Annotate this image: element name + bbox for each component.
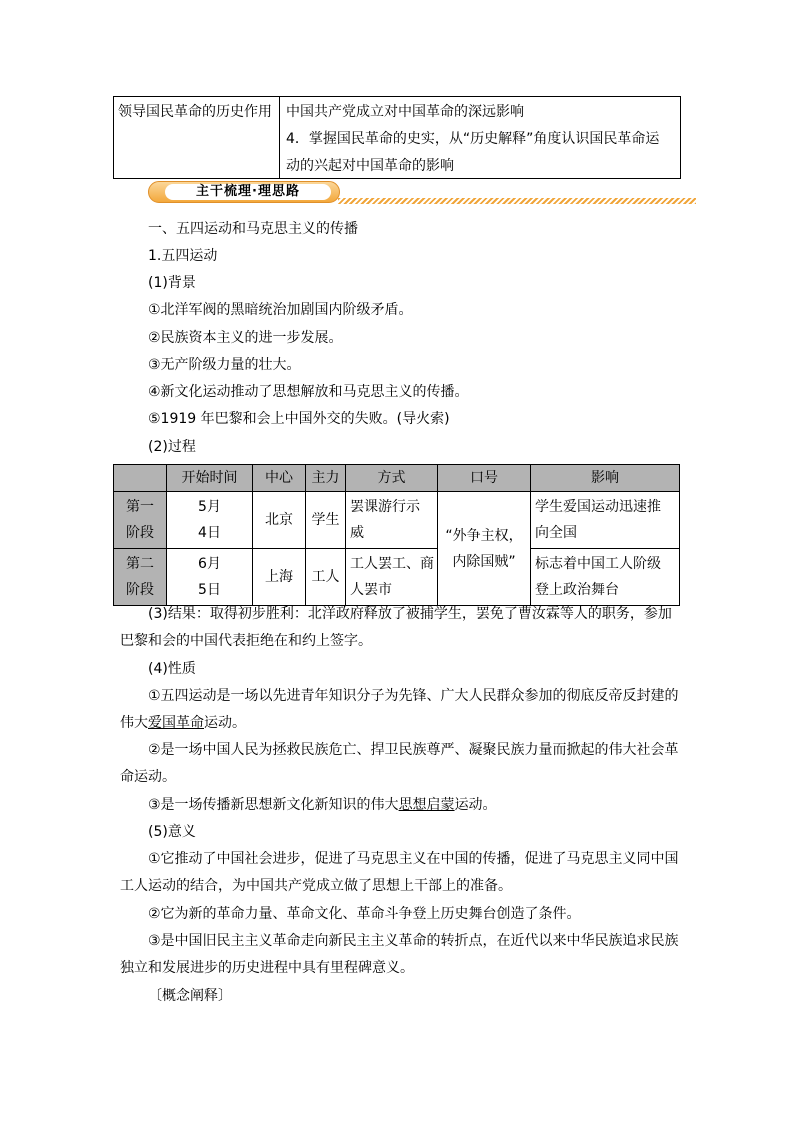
time-text: 6月	[198, 556, 221, 572]
result-line: (3)结果：取得初步胜利：北洋政府释放了被捕学生，罢免了曹汝霖等人的职务，参加	[148, 606, 672, 622]
method-text: 威	[350, 525, 364, 541]
stage-label: 第一	[126, 499, 154, 515]
header-cell	[114, 465, 167, 492]
objective-line: 4．掌握国民革命的史实，从“历史解释”角度认识国民革命运	[286, 131, 660, 147]
background-item: ⑤1919 年巴黎和会上中国外交的失败。(导火索)	[148, 411, 450, 427]
time-cell	[167, 549, 253, 606]
stage-label: 第二	[126, 556, 154, 572]
impact-text: 学生爱国运动迅速推	[535, 499, 661, 515]
objectives-table	[113, 96, 681, 179]
objectives-right-cell	[280, 97, 680, 178]
table-row	[114, 492, 680, 549]
table-row	[114, 549, 680, 606]
nature-item	[120, 713, 246, 733]
slogan-cell	[438, 492, 531, 606]
center-cell: 北京	[253, 492, 306, 549]
table-header-row	[114, 465, 680, 492]
significance-item: 独立和发展进步的历史进程中具有里程碑意义。	[120, 960, 414, 976]
nature-text: 伟大	[120, 715, 148, 731]
nature-heading: (4)性质	[148, 661, 196, 677]
banner-pill	[148, 181, 340, 203]
header-cell: 开始时间	[167, 465, 253, 492]
nature-text: 运动。	[204, 715, 246, 731]
nature-text: 运动。	[454, 797, 497, 813]
section-banner	[148, 180, 696, 206]
objective-line: 动的兴起对中国革命的影响	[286, 158, 454, 174]
stage-cell	[114, 492, 167, 549]
impact-text: 标志着中国工人阶级	[535, 556, 661, 572]
header-cell: 主力	[306, 465, 346, 492]
time-text: 4日	[198, 525, 221, 541]
significance-heading: (5)意义	[148, 824, 196, 840]
header-cell: 影响	[531, 465, 680, 492]
significance-item: ①它推动了中国社会进步，促进了马克思主义在中国的传播，促进了马克思主义同中国	[148, 851, 679, 867]
header-cell: 方式	[346, 465, 438, 492]
method-cell	[346, 549, 438, 606]
background-item: ①北洋军阀的黑暗统治加剧国内阶级矛盾。	[148, 302, 413, 318]
nature-item: ②是一场中国人民为拯救民族危亡、捍卫民族尊严、凝聚民族力量而掀起的伟大社会革	[148, 742, 679, 758]
background-item: ④新文化运动推动了思想解放和马克思主义的传播。	[148, 384, 469, 400]
slogan-text: 内除国贼”	[452, 553, 516, 570]
objective-line: 中国共产党成立对中国革命的深远影响	[286, 104, 524, 120]
banner-title: 主干梳理·理思路	[165, 184, 331, 200]
nature-item: 命运动。	[120, 769, 176, 785]
slogan-text: “外争主权，	[445, 527, 523, 544]
force-cell: 工人	[306, 549, 346, 606]
subsection-heading: 1.五四运动	[148, 248, 218, 264]
section-heading: 一、五四运动和马克思主义的传播	[148, 221, 358, 237]
impact-text: 向全国	[535, 525, 577, 541]
nature-item: ①五四运动是一场以先进青年知识分子为先锋、广大人民群众参加的彻底反帝反封建的	[148, 688, 679, 704]
header-cell: 口号	[438, 465, 531, 492]
process-heading: (2)过程	[148, 439, 196, 455]
banner-stripe-decoration	[338, 198, 696, 204]
header-cell: 中心	[253, 465, 306, 492]
method-text: 罢课游行示	[350, 499, 420, 515]
nature-item	[148, 795, 497, 815]
time-text: 5月	[198, 499, 221, 515]
significance-item: ③是中国旧民主主义革命走向新民主主义革命的转折点，在近代以来中华民族追求民族	[148, 933, 679, 949]
significance-item: ②它为新的革命力量、革命文化、革命斗争登上历史舞台创造了条件。	[148, 906, 581, 922]
nature-underlined-text: 爱国革命	[148, 715, 204, 731]
background-item: ②民族资本主义的进一步发展。	[148, 330, 343, 346]
force-cell: 学生	[306, 492, 346, 549]
method-text: 人罢市	[350, 582, 392, 598]
stage-label: 阶段	[126, 525, 154, 541]
center-cell: 上海	[253, 549, 306, 606]
stage-label: 阶段	[126, 582, 154, 598]
concept-heading: 〔概念阐释〕	[148, 988, 232, 1004]
method-text: 工人罢工、商	[350, 556, 434, 572]
background-heading: (1)背景	[148, 275, 196, 291]
objectives-left-cell: 领导国民革命的历史作用	[114, 97, 280, 178]
impact-cell	[531, 549, 680, 606]
time-cell	[167, 492, 253, 549]
stage-cell	[114, 549, 167, 606]
background-item: ③无产阶级力量的壮大。	[148, 357, 301, 373]
time-text: 5日	[198, 582, 221, 598]
significance-item: 工人运动的结合，为中国共产党成立做了思想上干部上的准备。	[120, 878, 512, 894]
result-line: 巴黎和会的中国代表拒绝在和约上签字。	[120, 633, 372, 649]
impact-text: 登上政治舞台	[535, 582, 619, 598]
method-cell	[346, 492, 438, 549]
nature-underlined-text: 思想启蒙	[398, 797, 455, 813]
nature-text: ③是一场传播新思想新文化新知识的伟大	[148, 797, 399, 813]
process-table	[113, 464, 680, 606]
impact-cell	[531, 492, 680, 549]
